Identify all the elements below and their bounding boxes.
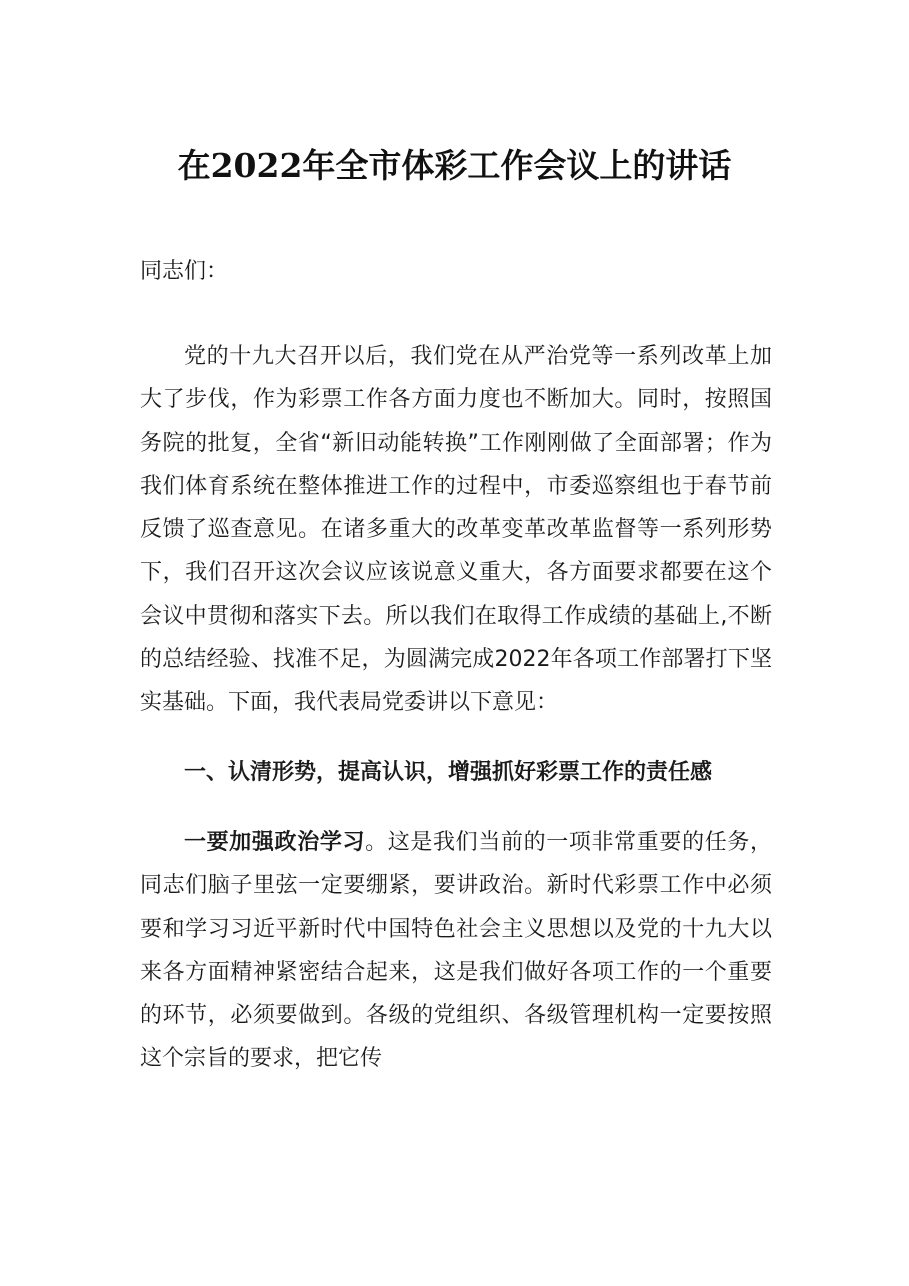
paragraph-1: 党的十九大召开以后，我们党在从严治党等一系列改革上加大了步伐，作为彩票工作各方面力度也不断加大。同时，按照国务院的批复，全省“新旧动能转换”工作刚刚做了全面部署；作为我们体育系统在整体推进工作的过程中，市委巡察组也于春节前反馈了巡查意见。在诸多重大的改革变革改革监督等一系列形势下，我们召开这次会议应该说意义重大，各方面要求都要在这个会议中贯彻和落实下去。所以我们在取得工作成绩的基础上,不断的总结经验、找准不足，为圆满完成2022年各项工作部署打下坚实基础。下面，我代表局党委讲以下意见：: [140, 344, 772, 716]
paragraph-2: [140, 821, 772, 1081]
document-body: [140, 250, 772, 1081]
salutation: 同志们：: [140, 259, 229, 284]
paragraph-2-lead: 一要加强政治学习: [184, 829, 366, 855]
document-title: 在2022年全市体彩工作会议上的讲话: [177, 146, 732, 185]
section-heading-1: 一、认清形势，提高认识，增强抓好彩票工作的责任感: [184, 759, 713, 785]
paragraph-2-text: 。这是我们当前的一项非常重要的任务，同志们脑子里弦一定要绷紧，要讲政治。新时代彩票工作中必须要和学习习近平新时代中国特色社会主义思想以及党的十九大以来各方面精神紧密结合起来，这是我们做好各项工作的一个重要的环节，必须要做到。各级的党组织、各级管理机构一定要按照这个宗旨的要求，把它传: [140, 829, 772, 1072]
